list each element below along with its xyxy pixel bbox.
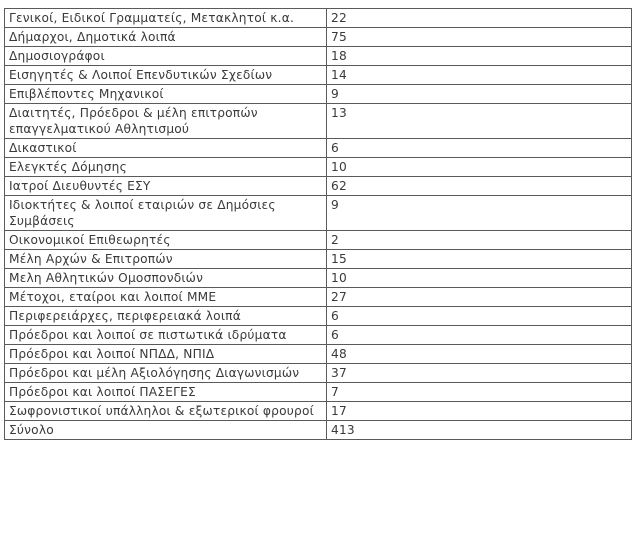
category-label: Οικονομικοί Επιθεωρητές <box>5 231 327 250</box>
table-row <box>5 288 632 307</box>
table-row <box>5 326 632 345</box>
count-value: 6 <box>327 139 632 158</box>
count-value: 10 <box>327 269 632 288</box>
table-row <box>5 307 632 326</box>
category-label: Δικαστικοί <box>5 139 327 158</box>
table-row <box>5 231 632 250</box>
count-value: 13 <box>327 104 632 139</box>
table-row <box>5 104 632 139</box>
category-label: Περιφερειάρχες, περιφερειακά λοιπά <box>5 307 327 326</box>
table-row <box>5 158 632 177</box>
category-label: Πρόεδροι και λοιποί σε πιστωτικά ιδρύματα <box>5 326 327 345</box>
category-label: Μελη Αθλητικών Ομοσπονδιών <box>5 269 327 288</box>
category-label: Γενικοί, Ειδικοί Γραμματείς, Μετακλητοί κ.α. <box>5 9 327 28</box>
count-value: 6 <box>327 326 632 345</box>
category-label: Πρόεδροι και λοιποί ΠΑΣΕΓΕΣ <box>5 383 327 402</box>
category-label: Δήμαρχοι, Δημοτικά λοιπά <box>5 28 327 47</box>
table-row <box>5 364 632 383</box>
category-label: Ιατροί Διευθυντές ΕΣΥ <box>5 177 327 196</box>
count-value: 18 <box>327 47 632 66</box>
table-row <box>5 196 632 231</box>
table-body <box>5 9 632 440</box>
count-value: 27 <box>327 288 632 307</box>
table-row <box>5 139 632 158</box>
count-value: 17 <box>327 402 632 421</box>
count-value: 15 <box>327 250 632 269</box>
count-value: 22 <box>327 9 632 28</box>
officials-count-table <box>4 8 632 440</box>
count-value: 75 <box>327 28 632 47</box>
table-row <box>5 9 632 28</box>
category-label: Ιδιοκτήτες & λοιποί εταιριών σε Δημόσιες Συμβάσεις <box>5 196 327 231</box>
table-row <box>5 177 632 196</box>
count-value: 37 <box>327 364 632 383</box>
table-row <box>5 66 632 85</box>
count-value: 7 <box>327 383 632 402</box>
table-row <box>5 383 632 402</box>
category-label: Πρόεδροι και λοιποί ΝΠΔΔ, ΝΠΙΔ <box>5 345 327 364</box>
count-value: 10 <box>327 158 632 177</box>
count-value: 9 <box>327 85 632 104</box>
table-row <box>5 85 632 104</box>
category-label: Μέτοχοι, εταίροι και λοιποί ΜΜΕ <box>5 288 327 307</box>
table-row <box>5 402 632 421</box>
count-value: 413 <box>327 421 632 440</box>
table-row <box>5 47 632 66</box>
table-row <box>5 345 632 364</box>
total-row <box>5 421 632 440</box>
count-value: 48 <box>327 345 632 364</box>
category-label: Μέλη Αρχών & Επιτροπών <box>5 250 327 269</box>
count-value: 62 <box>327 177 632 196</box>
category-label: Επιβλέποντες Μηχανικοί <box>5 85 327 104</box>
count-value: 6 <box>327 307 632 326</box>
table-row <box>5 28 632 47</box>
table-row <box>5 250 632 269</box>
category-label: Σύνολο <box>5 421 327 440</box>
category-label: Σωφρονιστικοί υπάλληλοι & εξωτερικοί φρουροί <box>5 402 327 421</box>
count-value: 2 <box>327 231 632 250</box>
category-label: Ελεγκτές Δόμησης <box>5 158 327 177</box>
table-row <box>5 269 632 288</box>
category-label: Δημοσιογράφοι <box>5 47 327 66</box>
count-value: 9 <box>327 196 632 231</box>
category-label: Διαιτητές, Πρόεδροι & μέλη επιτροπών επαγγελματικού Αθλητισμού <box>5 104 327 139</box>
category-label: Εισηγητές & Λοιποί Επενδυτικών Σχεδίων <box>5 66 327 85</box>
category-label: Πρόεδροι και μέλη Αξιολόγησης Διαγωνισμών <box>5 364 327 383</box>
count-value: 14 <box>327 66 632 85</box>
